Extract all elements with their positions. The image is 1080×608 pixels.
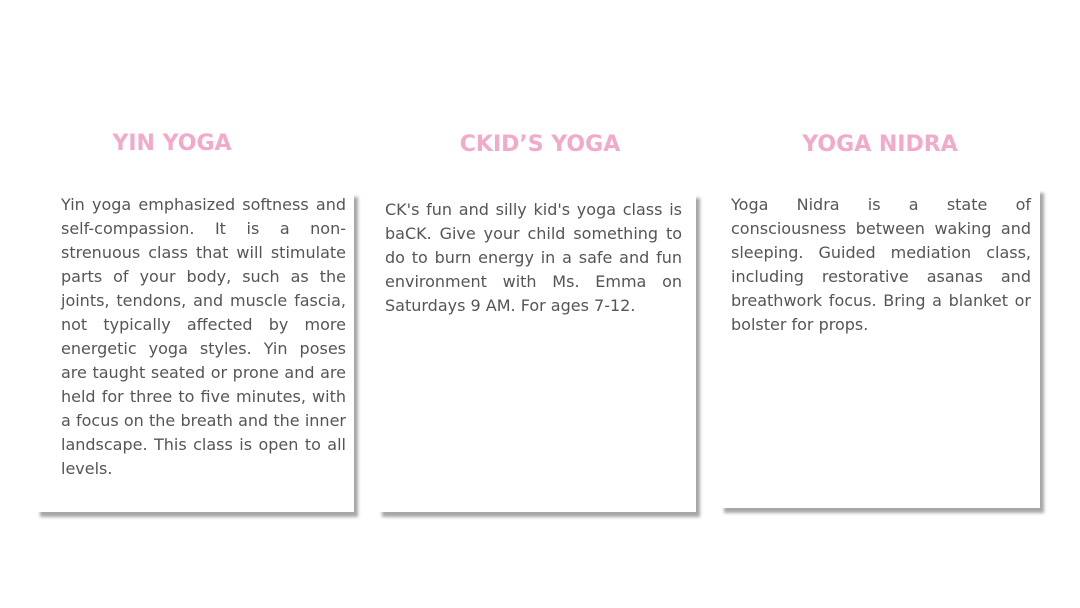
- kids-yoga-title: CKID’S YOGA: [459, 132, 621, 157]
- yoga-nidra-description: Yoga Nidra is a state of consciousness between waking and sleeping. Guided mediation class, including restorative asanas and breathwork focus. Bring a blanket or bolster for props.: [731, 195, 1031, 334]
- kids-yoga-description: CK's fun and silly kid's yoga class is baCK. Give your child something to do to burn energy in a safe and fun environment with Ms. Emma on Saturdays 9 AM. For ages 7-12.: [385, 200, 682, 315]
- yin-yoga-title: YIN YOGA: [112, 131, 232, 156]
- yin-yoga-description: Yin yoga emphasized softness and self-compassion. It is a non-strenuous class that will stimulate parts of your body, such as the joints, tendons, and muscle fascia, not typically affected by more energetic yoga styles. Yin poses are taught seated or prone and are held for three to five minutes, with a focus on the breath and the inner landscape. This class is open to all levels.: [61, 195, 346, 478]
- yoga-nidra-title: YOGA NIDRA: [802, 132, 958, 157]
